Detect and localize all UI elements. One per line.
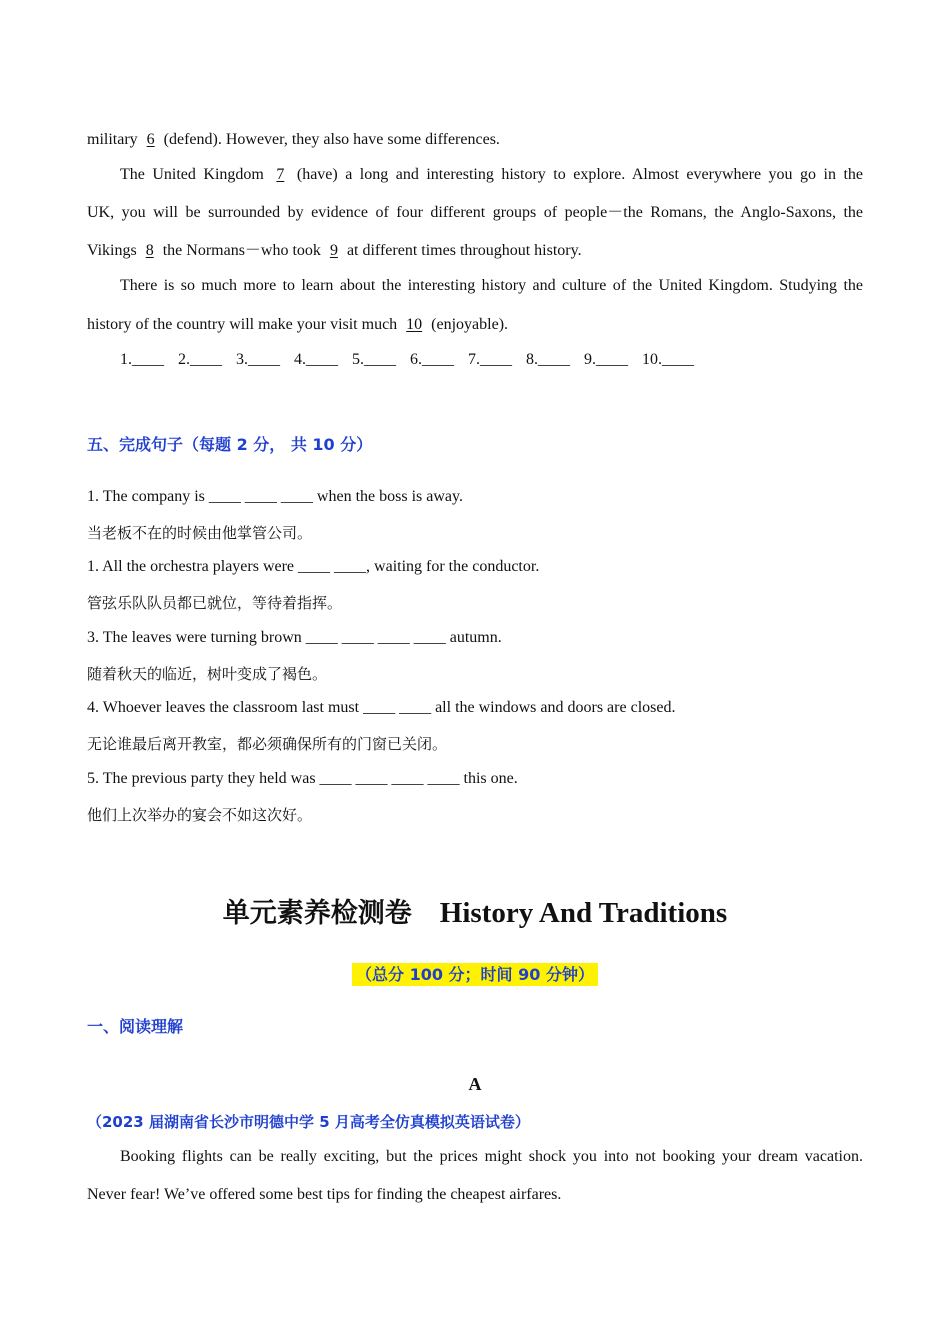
answer-blank[interactable]: 1.____: [120, 351, 164, 368]
blank-number: 10: [406, 316, 423, 333]
sentence-translation: 当老板不在的时候由他掌管公司。: [87, 524, 313, 542]
answer-blank[interactable]: 7.____: [468, 351, 512, 368]
passage-line: There is so much more to learn about the interesting history and culture of the United Kingdom. Studying the: [120, 277, 863, 294]
sentence-item: 1. The company is ____ ____ ____ when the boss is away.: [87, 488, 463, 505]
answer-blank[interactable]: 8.____: [526, 351, 570, 368]
sentence-item: 1. All the orchestra players were ____ ____, waiting for the conductor.: [87, 558, 540, 575]
title-cn: 单元素养检测卷: [222, 898, 412, 929]
sentence-item: 5. The previous party they held was ____ ____ ____ ____ this one.: [87, 770, 518, 787]
text: (enjoyable).: [431, 316, 509, 333]
answer-blank[interactable]: 10.____: [642, 351, 694, 368]
subtitle: [0, 962, 950, 985]
passage-line: [87, 240, 863, 262]
blank-number: 6: [146, 131, 155, 148]
page-title: [0, 893, 950, 934]
section-heading: 一、阅读理解: [87, 1017, 184, 1036]
answer-blank[interactable]: 2.____: [178, 351, 222, 368]
text: at different times throughout history.: [346, 242, 582, 259]
text: The United Kingdom: [120, 166, 264, 183]
answer-blank[interactable]: 5.____: [352, 351, 396, 368]
passage-line: Never fear! We’ve offered some best tips for finding the cheapest airfares.: [87, 1186, 562, 1203]
answer-blank[interactable]: 9.____: [584, 351, 628, 368]
answer-blank[interactable]: 3.____: [236, 351, 280, 368]
subtitle-text: （总分 100 分；时间 90 分钟）: [352, 963, 598, 986]
title-en: History And Traditions: [439, 897, 728, 929]
answer-blank[interactable]: 4.____: [294, 351, 338, 368]
text: (defend). However, they also have some differences.: [163, 131, 500, 148]
answer-blanks: [120, 349, 863, 371]
sentence-translation: 无论谁最后离开教室，都必须确保所有的门窗已关闭。: [87, 735, 448, 753]
text: (have) a long and interesting history to explore. Almost everywhere you go in the: [296, 166, 864, 183]
sentence-item: 3. The leaves were turning brown ____ ____ ____ ____ autumn.: [87, 629, 502, 646]
sentence-translation: 管弦乐队队员都已就位，等待着指挥。: [87, 594, 343, 612]
answer-blank[interactable]: 6.____: [410, 351, 454, 368]
part-label: A: [468, 1074, 482, 1094]
sentence-translation: 随着秋天的临近，树叶变成了褐色。: [87, 665, 328, 683]
text: history of the country will make your visit much: [87, 316, 398, 333]
passage-line: UK, you will be surrounded by evidence of four different groups of people－the Romans, the Anglo-Saxons, the: [87, 204, 863, 221]
passage-line: [120, 164, 863, 186]
blank-number: 7: [276, 166, 285, 183]
source-note: （2023 届湖南省长沙市明德中学 5 月高考全仿真模拟英语试卷）: [87, 1113, 530, 1131]
blank-number: 9: [329, 242, 338, 259]
text: Vikings: [87, 242, 137, 259]
section-heading: 五、完成句子（每题 2 分， 共 10 分）: [87, 435, 373, 454]
passage-line: [87, 129, 863, 151]
sentence-translation: 他们上次举办的宴会不如这次好。: [87, 806, 313, 824]
blank-number: 8: [145, 242, 154, 259]
passage-line: Booking flights can be really exciting, but the prices might shock you into not booking your dream vacation.: [120, 1148, 863, 1165]
passage-line: [87, 314, 863, 336]
sentence-item: 4. Whoever leaves the classroom last must ____ ____ all the windows and doors are closed.: [87, 699, 676, 716]
text: the Normans－who took: [162, 242, 321, 259]
text: military: [87, 131, 138, 148]
